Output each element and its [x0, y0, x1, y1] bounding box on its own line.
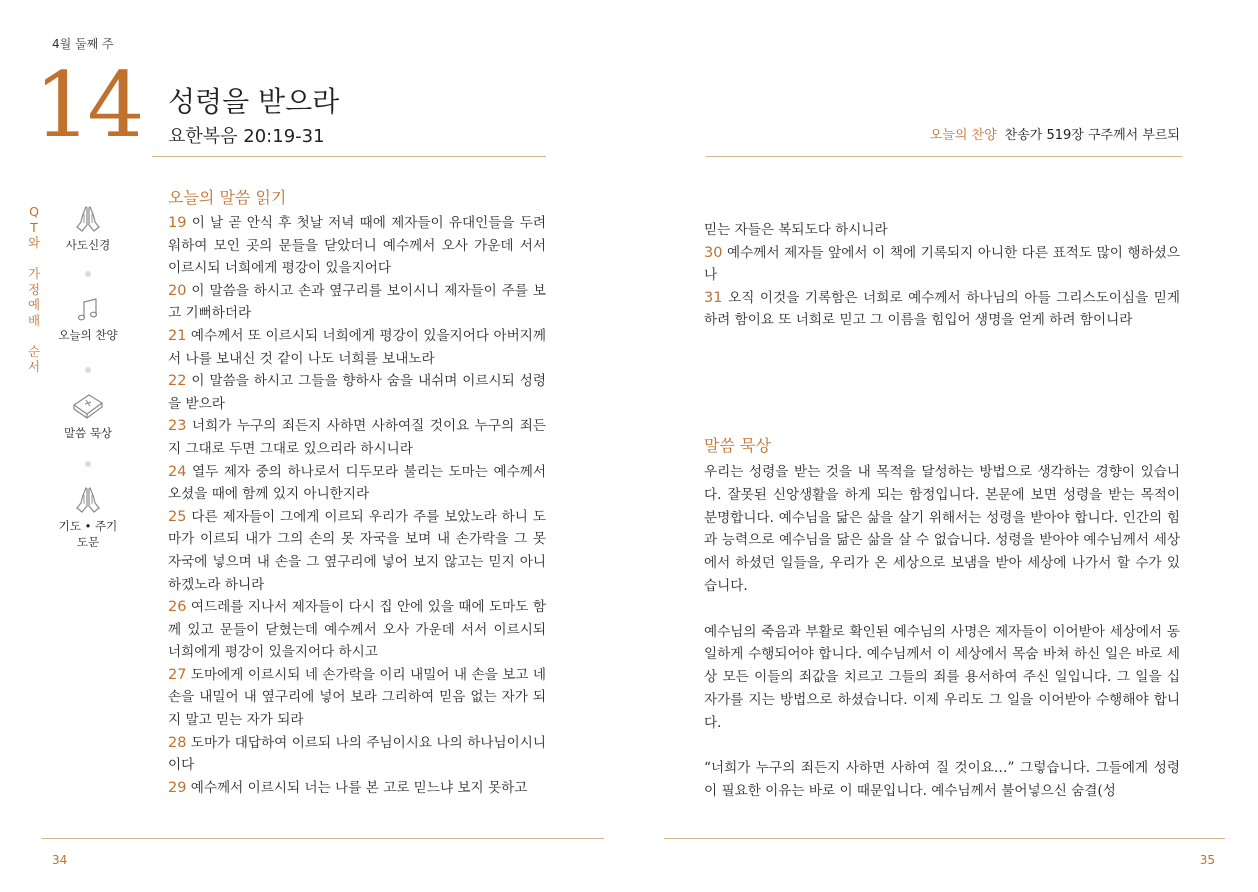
vertical-char: 서 — [27, 359, 41, 374]
footer-rule-left — [42, 838, 604, 839]
order-separator-dot — [85, 367, 91, 373]
verse-number: 25 — [168, 508, 187, 525]
verse — [168, 212, 546, 280]
verse-number: 19 — [168, 215, 187, 231]
vertical-section-title — [27, 204, 41, 375]
verse-number: 23 — [168, 418, 187, 435]
verse — [168, 732, 546, 777]
verse-text: 예수께서 또 이르시되 너희에게 평강이 있을지어다 아버지께서 나를 보내신 것 같이 나도 너희를 보내노라 — [168, 327, 546, 367]
verse — [704, 287, 1180, 332]
verse-continued: 믿는 자들은 복되도다 하시니라 — [704, 222, 888, 238]
order-item-todays-hymn — [56, 297, 120, 343]
page-number-left: 34 — [52, 853, 68, 867]
verse — [168, 596, 546, 664]
verse — [168, 506, 546, 596]
reading-heading: 오늘의 말씀 읽기 — [168, 188, 287, 207]
order-item-label: 오늘의 찬양 — [58, 328, 118, 342]
verse-text: 오직 이것을 기록함은 너희로 예수께서 하나님의 아들 그리스도이심을 믿게 하려 함이요 또 너희로 믿고 그 이름을 힘입어 생명을 얻게 하려 함이니라 — [704, 289, 1180, 329]
verse-text: 너희가 누구의 죄든지 사하면 사하여질 것이요 누구의 죄든지 그대로 두면 그대로 있으리라 하시니라 — [168, 418, 547, 457]
meditation-heading: 말씀 묵상 — [704, 436, 771, 455]
verse-number: 27 — [168, 666, 187, 683]
order-separator-dot — [85, 271, 91, 277]
order-item-apostles-creed — [56, 205, 120, 253]
meditation-body — [704, 461, 1180, 826]
verse-number: 22 — [168, 373, 187, 390]
verse-text: 여드레를 지나서 제자들이 다시 집 안에 있을 때에 도마도 함께 있고 문들이 닫혔는데 예수께서 오사 가운데 서서 이르시되 너희에게 평강이 있을지어다 하시고 — [168, 599, 547, 661]
vertical-char: 순 — [27, 343, 41, 359]
verse-number: 28 — [168, 734, 187, 751]
order-separator-dot — [85, 461, 91, 467]
header-rule-right — [706, 156, 1182, 157]
order-item-label: 사도신경 — [65, 238, 111, 252]
verse — [168, 370, 546, 415]
scripture-verses-left — [168, 212, 546, 799]
verse-number: 24 — [168, 463, 187, 480]
page-number-right: 35 — [1199, 853, 1215, 867]
vertical-char: 예 — [27, 297, 41, 312]
verse-text: 예수께서 이르시되 너는 나를 본 고로 믿느냐 보지 못하고 — [190, 779, 528, 796]
order-item-label: 기도 • 주기도문 — [58, 519, 118, 549]
verse — [168, 415, 546, 460]
vertical-gap — [27, 251, 41, 267]
verse — [704, 242, 1180, 287]
order-item-meditation — [56, 391, 120, 441]
scripture-reference: 요한복음 20:19-31 — [168, 126, 325, 147]
header-rule-left — [152, 156, 546, 157]
verse-text: 도마에게 이르시되 네 손가락을 이리 내밀어 내 손을 보고 네 손을 내밀어 내 옆구리에 넣어 보라 그리하여 믿음 없는 자가 되지 말고 믿는 자가 되라 — [168, 666, 547, 729]
vertical-char: T — [30, 219, 38, 235]
week-label: 4월 둘째 주 — [52, 37, 114, 51]
verse-text: 이 말씀을 하시고 그들을 향하사 숨을 내쉬며 이르시되 성령을 받으라 — [168, 373, 546, 412]
page-title: 성령을 받으라 — [168, 85, 340, 118]
vertical-char: 와 — [27, 235, 41, 250]
verse-number: 29 — [168, 779, 187, 796]
verse-text: 이 날 곧 안식 후 첫날 저녁 때에 제자들이 유대인들을 두려워하여 모인 곳의 문들을 닫았더니 예수께서 오사 가운데 서서 이르시되 너희에게 평강이 있을지어다 — [168, 215, 546, 277]
verse — [168, 280, 546, 325]
verse-number: 30 — [704, 244, 723, 261]
bible-icon — [71, 391, 105, 421]
meditation-paragraph: “너희가 누구의 죄든지 사하면 사하여 질 것이요…” 그렇습니다. 그들에게 성령이 필요한 이유는 바로 이 때문입니다. 예수님께서 불어넣으신 숨결(성 — [704, 760, 1180, 800]
verse-number: 21 — [168, 327, 187, 344]
order-item-prayer — [56, 486, 120, 550]
vertical-char: 정 — [27, 281, 41, 297]
verse-text: 다른 제자들이 그에게 이르되 우리가 주를 보았노라 하니 도마가 이르되 내가 그의 손의 못 자국을 보며 내 손가락을 그 못 자국에 넣으며 내 손을 그 옆구리에 넣어 보지 않고는 믿지 아니하겠노라 하니라 — [168, 508, 546, 593]
hymn-title: 찬송가 519장 구주께서 부르되 — [1004, 128, 1180, 143]
verse — [168, 325, 546, 370]
footer-rule-right — [664, 838, 1225, 839]
vertical-char: Q — [29, 204, 39, 219]
vertical-char: 배 — [27, 312, 41, 328]
praying-hands-icon — [73, 486, 103, 514]
verse-number: 26 — [168, 599, 187, 616]
verse-text: 열두 제자 중의 하나로서 디두모라 불리는 도마는 예수께서 오셨을 때에 함께 있지 아니한지라 — [168, 463, 547, 503]
verse-text: 예수께서 제자들 앞에서 이 책에 기록되지 아니한 다른 표적도 많이 행하셨으나 — [704, 244, 1180, 284]
praying-hands-icon — [73, 205, 103, 233]
verse-text: 이 말씀을 하시고 손과 옆구리를 보이시니 제자들이 주를 보고 기뻐하더라 — [168, 282, 546, 322]
verse-text: 도마가 대답하여 이르되 나의 주님이시요 나의 하나님이시니이다 — [168, 734, 546, 774]
hymn-label: 오늘의 찬양 — [929, 128, 997, 143]
vertical-gap — [27, 328, 41, 344]
verse-number: 31 — [704, 289, 723, 306]
meditation-paragraph: 우리는 성령을 받는 것을 내 목적을 달성하는 방법으로 생각하는 경향이 있습니다. 잘못된 신앙생활을 하게 되는 함정입니다. 본문에 보면 성령을 받는 목적이 분명합니다. 예수님을 닮은 삶을 살기 위해서는 성령을 받아야 합니다. 인간의 힘과 능력으로 예수님을 닮은 삶을 살 수 없습니다. 성령을 받아야 예수님께서 세상에서 하셨던 일들을, 우리가 온 세상으로 보냄을 받아 세상에 나가서 할 수가 있습니다. — [704, 464, 1180, 594]
verse — [168, 777, 546, 800]
verse — [168, 664, 546, 732]
music-note-icon — [73, 297, 103, 323]
verse-number: 20 — [168, 282, 187, 299]
order-item-label: 말씀 묵상 — [63, 426, 113, 440]
meditation-paragraph: 예수님의 죽음과 부활로 확인된 예수님의 사명은 제자들이 이어받아 세상에서 동일하게 수행되어야 합니다. 예수님께서 이 세상에서 목숨 바쳐 하신 일은 바로 세상 모든 이들의 죄값을 치르고 그들의 죄를 용서하여 주신 일입니다. 그 일을 십자가를 지는 방법으로 하셨습니다. 이제 우리도 그 일을 이어받아 수행해야 합니다. — [704, 623, 1180, 731]
day-number: 14 — [34, 53, 141, 158]
verse — [168, 461, 546, 506]
todays-hymn — [930, 124, 1180, 143]
vertical-char: 가 — [27, 266, 41, 281]
scripture-verses-right — [704, 219, 1180, 332]
